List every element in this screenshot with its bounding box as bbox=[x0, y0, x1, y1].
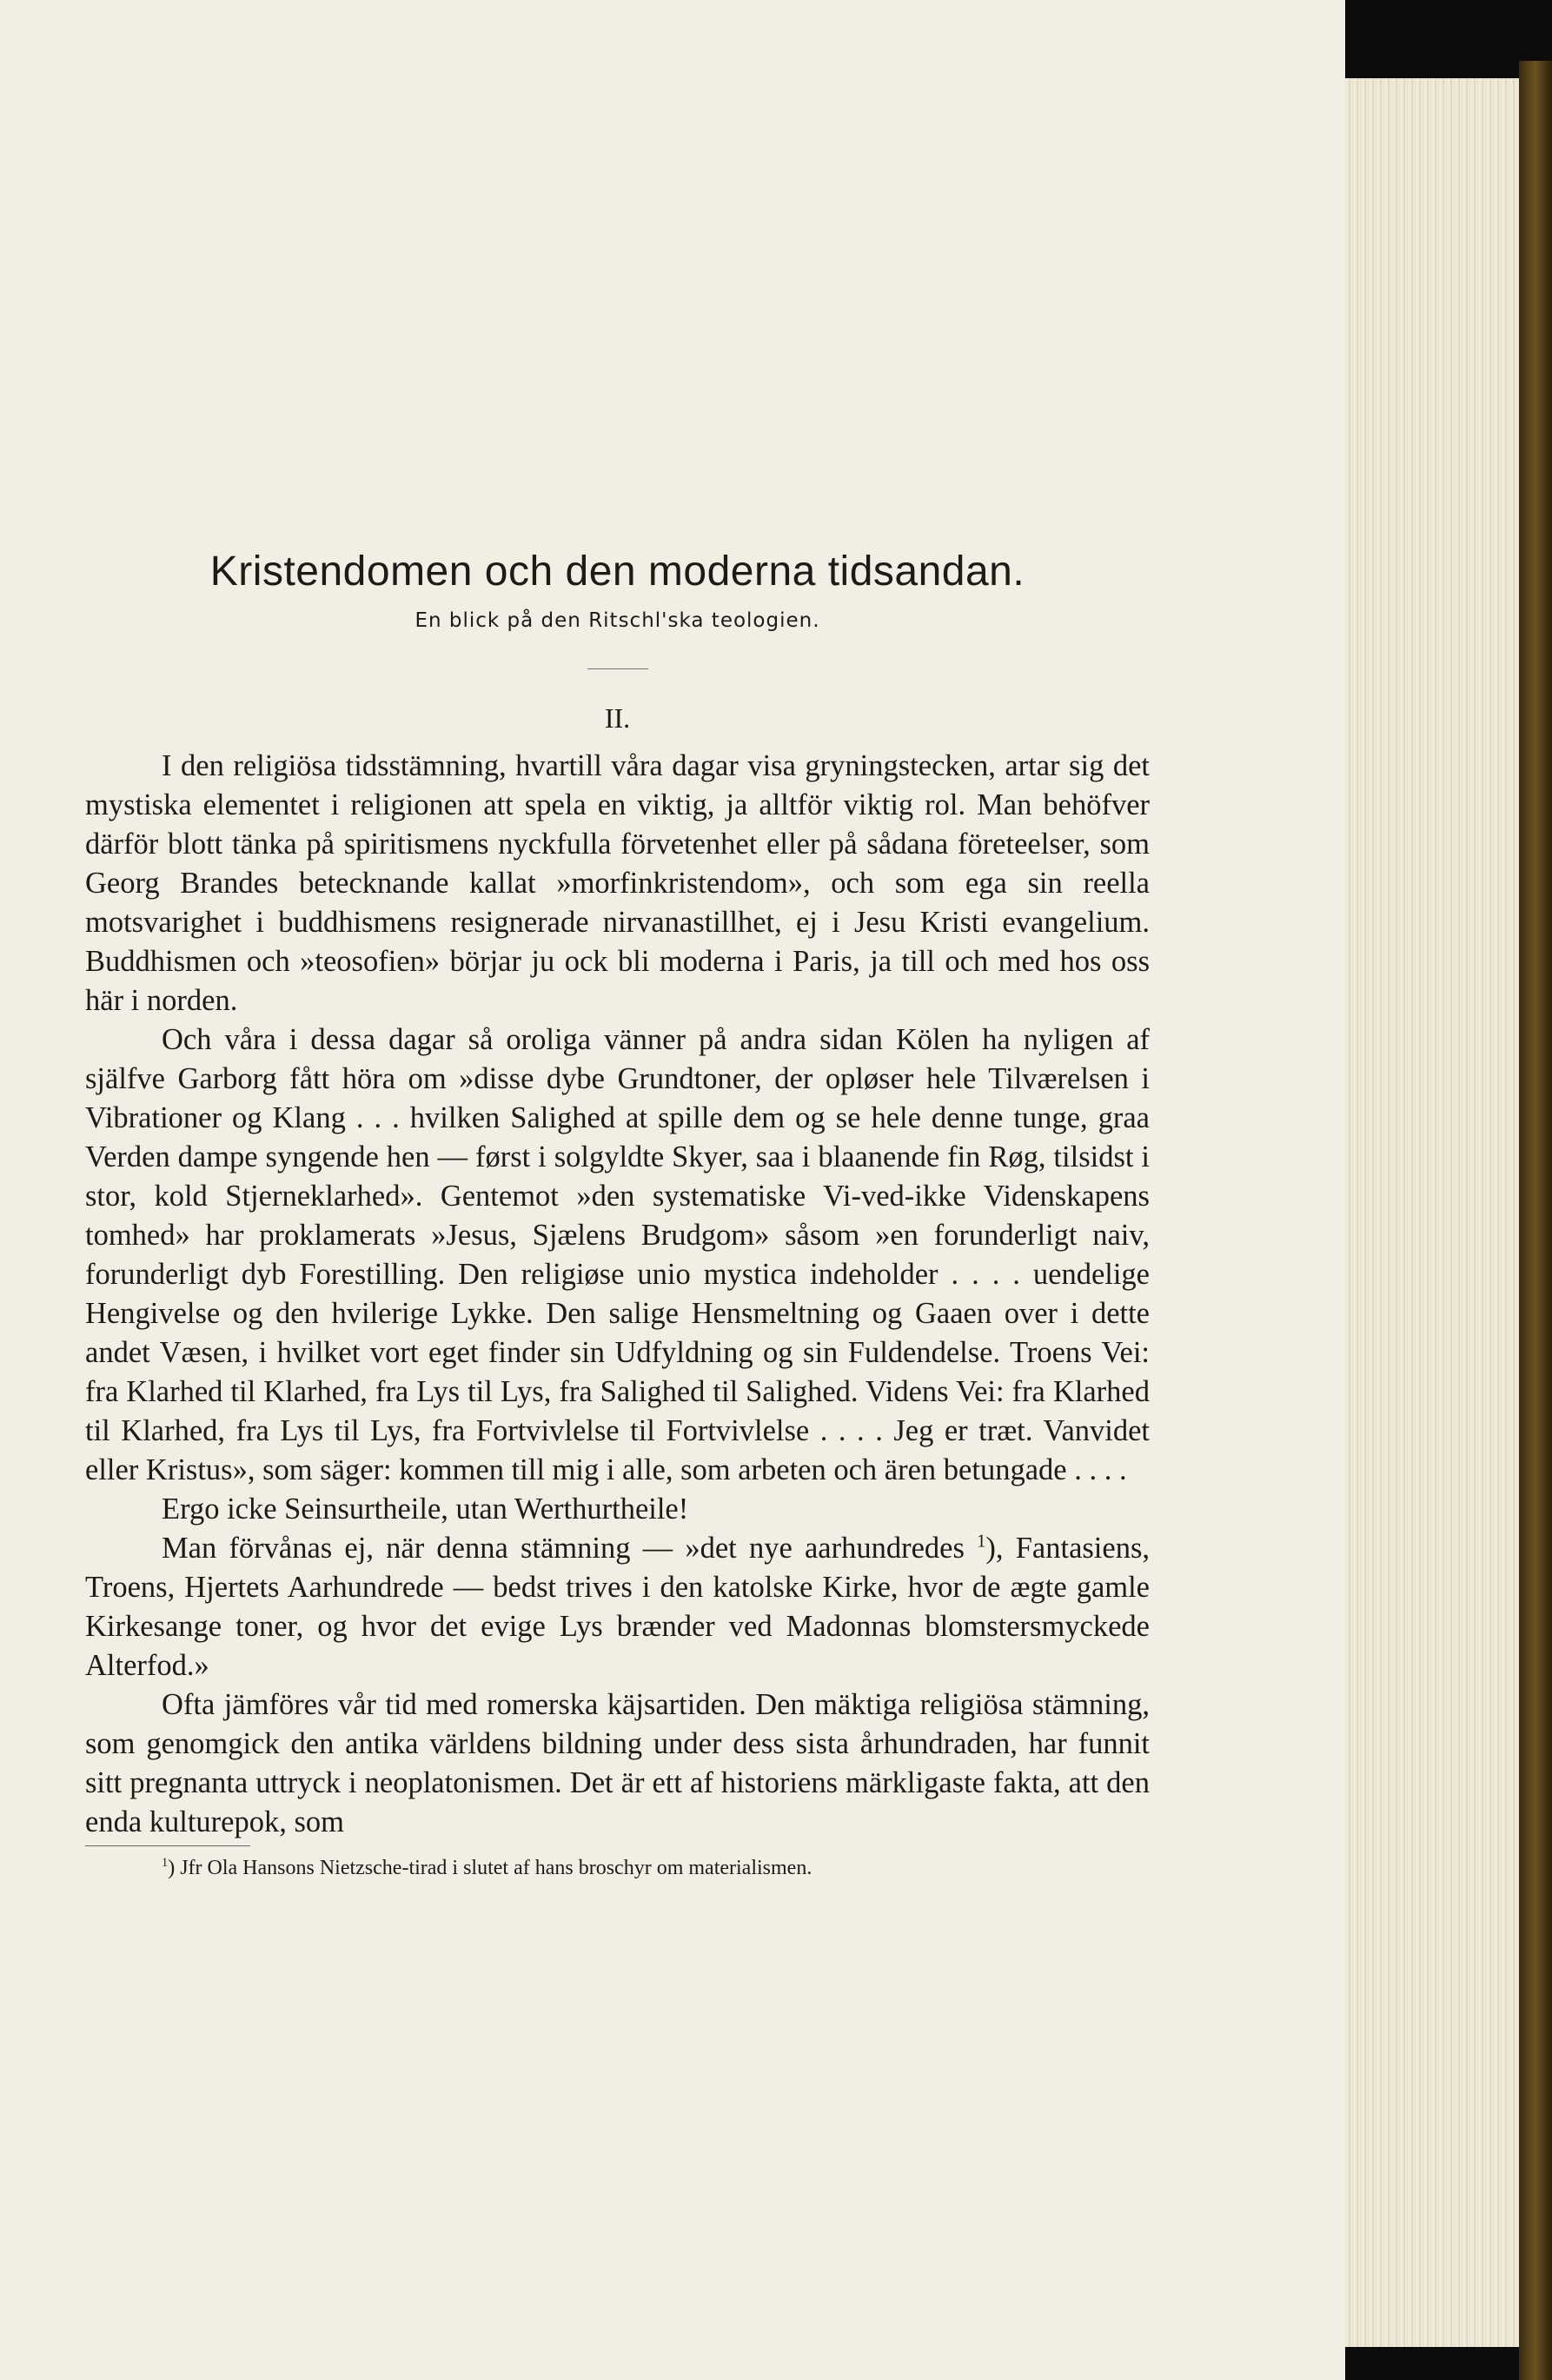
book-spine bbox=[1519, 61, 1552, 2380]
title-divider bbox=[587, 668, 648, 669]
article-body bbox=[85, 747, 1150, 1842]
article-title: Kristendomen och den moderna tidsandan. bbox=[209, 548, 1025, 595]
paragraph-text: ), Fantasiens, Troens, Hjertets Aarhundrede — bedst trives i den katolske Kirke, hvor de ægte gamle Kirkesange toner, og hvor det evige Lys brænder ved Madonnas blomstersmyckede Alterfod.» bbox=[85, 1532, 1151, 1682]
paragraph: Ofta jämföres vår tid med romerska käjsartiden. Den mäktiga religiösa stämning, som genomgick den antika världens bildning under dess sista århundraden, har funnit sitt pregnanta uttryck i neoplatonismen. Det är ett af historiens märkligaste fakta, att den enda kulturepok, som bbox=[85, 1688, 1150, 1838]
footnote-divider bbox=[85, 1845, 250, 1846]
text-block bbox=[85, 548, 1150, 1880]
paragraph bbox=[85, 1529, 1150, 1685]
footnote bbox=[162, 1857, 1150, 1880]
footnote-marker: 1 bbox=[162, 1856, 169, 1870]
paragraph-text: Man förvånas ej, när denna stämning — »det nye aarhundredes bbox=[162, 1532, 978, 1565]
footnote-reference: 1 bbox=[977, 1532, 986, 1552]
section-number: II. bbox=[604, 702, 631, 734]
page-edges bbox=[1345, 78, 1519, 2347]
paragraph: Ergo icke Seinsurtheile, utan Werthurtheile! bbox=[162, 1492, 689, 1526]
footnote-text: ) Jfr Ola Hansons Nietzsche-tirad i slutet af hans broschyr om materialismen. bbox=[168, 1857, 812, 1879]
paragraph: Och våra i dessa dagar så oroliga vänner på andra sidan Kölen ha nyligen af själfve Garborg fått höra om »disse dybe Grundtoner, der opløser hele Tilværelsen i Vibrationer og Klang . . . hvilken Salighed at spille dem og se hele denne tunge, graa Verden dampe syngende hen — først i solgyldte Skyer, saa i blaanende fin Røg, tilsidst i stor, kold Stjerneklarhed». Gentemot »den systematiske Vi-ved-ikke Videnskapens tomhed» har proklamerats »Jesus, Sjælens Brudgom» såsom »en forunderligt naiv, forunderligt dyb Forestilling. Den religiøse unio mystica indeholder . . . . uendelige Hengivelse og den hvilerige Lykke. Den salige Hensmeltning og Gaaen over i dette andet Væsen, i hvilket vort eget finder sin Udfyldning og sin Fuldendelse. Troens Vei: fra Klarhed til Klarhed, fra Lys til Lys, fra Salighed til Salighed. Videns Vei: fra Klarhed til Klarhed, fra Lys til Lys, fra Fortvivlelse til Fortvivlelse . . . . Jeg er træt. Vanvidet eller Kristus», som säger: kommen till mig i alle, som arbeten och ären betungade . . . . bbox=[85, 1023, 1150, 1486]
paragraph: I den religiösa tidsstämning, hvartill våra dagar visa gryningstecken, artar sig det mystiska elementet i religionen att spela en viktig, ja alltför viktig rol. Man behöfver därför blott tänka på spiritismens nyckfulla förvetenhet eller på sådana företeelser, som Georg Brandes betecknande kallat »morfinkristendom», och som ega sin reella motsvarighet i buddhismens resignerade nirvanastillhet, ej i Jesu Kristi evangelium. Buddhismen och »teosofien» börjar ju ock bli moderna i Paris, ja till och med hos oss här i norden. bbox=[85, 749, 1150, 1017]
article-subtitle: En blick på den Ritschl'ska teologien. bbox=[415, 609, 820, 632]
